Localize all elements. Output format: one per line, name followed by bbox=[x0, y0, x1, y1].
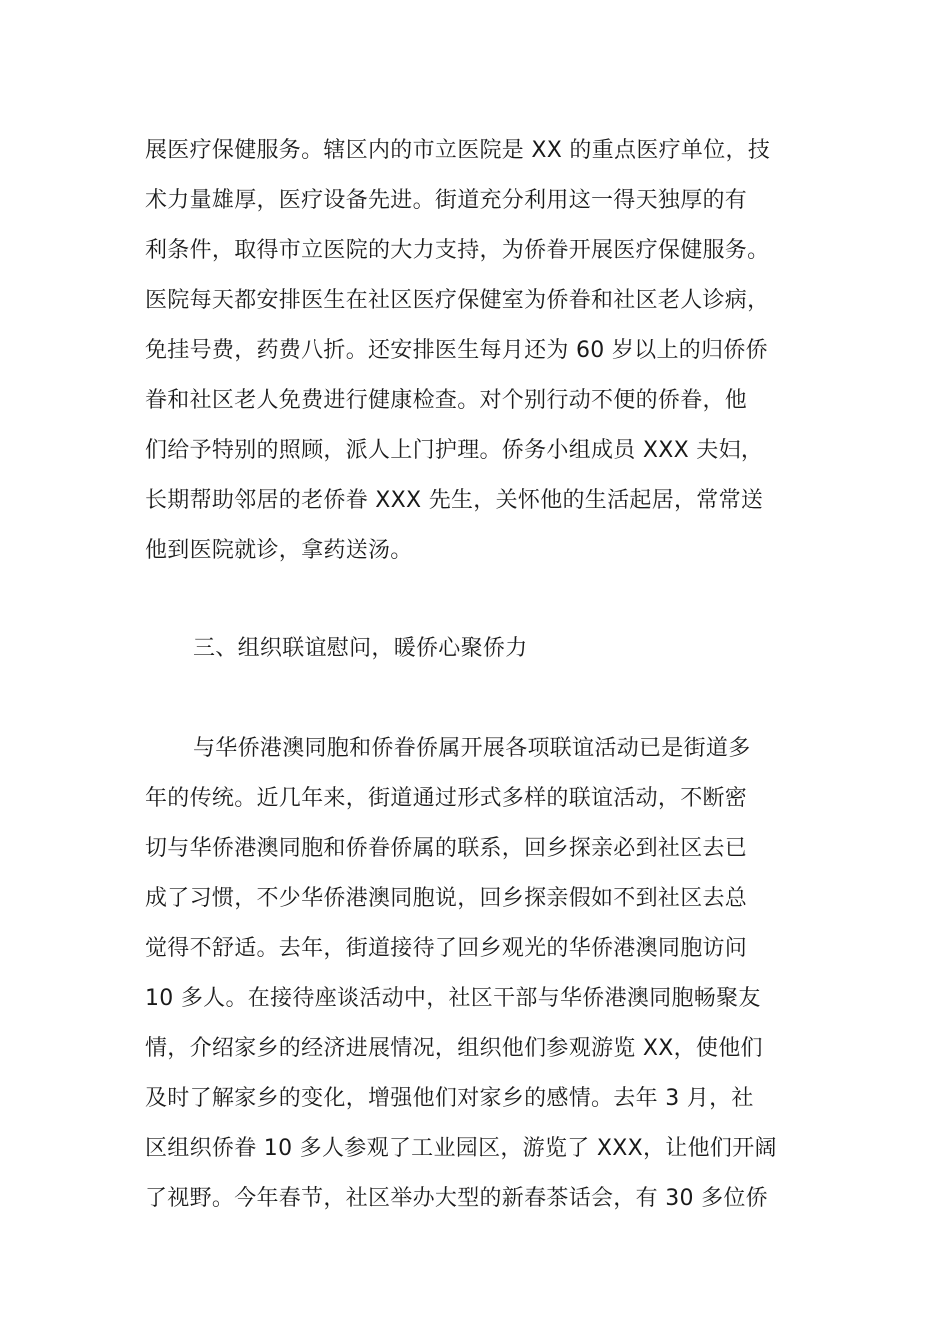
paragraph-2-line: 了视野。今年春节，社区举办大型的新春茶话会，有 30 多位侨 bbox=[145, 1186, 768, 1211]
paragraph-2-line: 切与华侨港澳同胞和侨眷侨属的联系，回乡探亲必到社区去已 bbox=[145, 836, 748, 861]
paragraph-1-line: 长期帮助邻居的老侨眷 XXX 先生，关怀他的生活起居，常常送 bbox=[145, 488, 764, 513]
paragraph-1-line: 医院每天都安排医生在社区医疗保健室为侨眷和社区老人诊病， bbox=[145, 288, 770, 313]
paragraph-2-line: 情，介绍家乡的经济进展情况，组织他们参观游览 XX，使他们 bbox=[145, 1036, 763, 1061]
paragraph-2-line: 觉得不舒适。去年，街道接待了回乡观光的华侨港澳同胞访问 bbox=[145, 936, 748, 961]
paragraph-1-line: 眷和社区老人免费进行健康检查。对个别行动不便的侨眷，他 bbox=[145, 388, 748, 413]
paragraph-2-line: 10 多人。在接待座谈活动中，社区干部与华侨港澳同胞畅聚友 bbox=[145, 986, 761, 1011]
paragraph-1-line: 们给予特别的照顾，派人上门护理。侨务小组成员 XXX 夫妇， bbox=[145, 438, 764, 463]
paragraph-2-line: 区组织侨眷 10 多人参观了工业园区，游览了 XXX，让他们开阔 bbox=[145, 1136, 777, 1161]
paragraph-2-line: 年的传统。近几年来，街道通过形式多样的联谊活动，不断密 bbox=[145, 786, 748, 811]
paragraph-2-line: 及时了解家乡的变化，增强他们对家乡的感情。去年 3 月，社 bbox=[145, 1086, 754, 1111]
paragraph-1-line: 他到医院就诊，拿药送汤。 bbox=[145, 538, 413, 563]
paragraph-1-line: 免挂号费，药费八折。还安排医生每月还为 60 岁以上的归侨侨 bbox=[145, 338, 768, 363]
paragraph-1-line: 术力量雄厚，医疗设备先进。街道充分利用这一得天独厚的有 bbox=[145, 188, 748, 213]
paragraph-1-line: 展医疗保健服务。辖区内的市立医院是 XX 的重点医疗单位，技 bbox=[145, 138, 771, 163]
paragraph-2-line: 与华侨港澳同胞和侨眷侨属开展各项联谊活动已是街道多 bbox=[193, 736, 751, 761]
paragraph-2-line: 成了习惯，不少华侨港澳同胞说，回乡探亲假如不到社区去总 bbox=[145, 886, 748, 911]
paragraph-1-line: 利条件，取得市立医院的大力支持，为侨眷开展医疗保健服务。 bbox=[145, 238, 770, 263]
section-heading: 三、组织联谊慰问，暖侨心聚侨力 bbox=[193, 636, 528, 661]
